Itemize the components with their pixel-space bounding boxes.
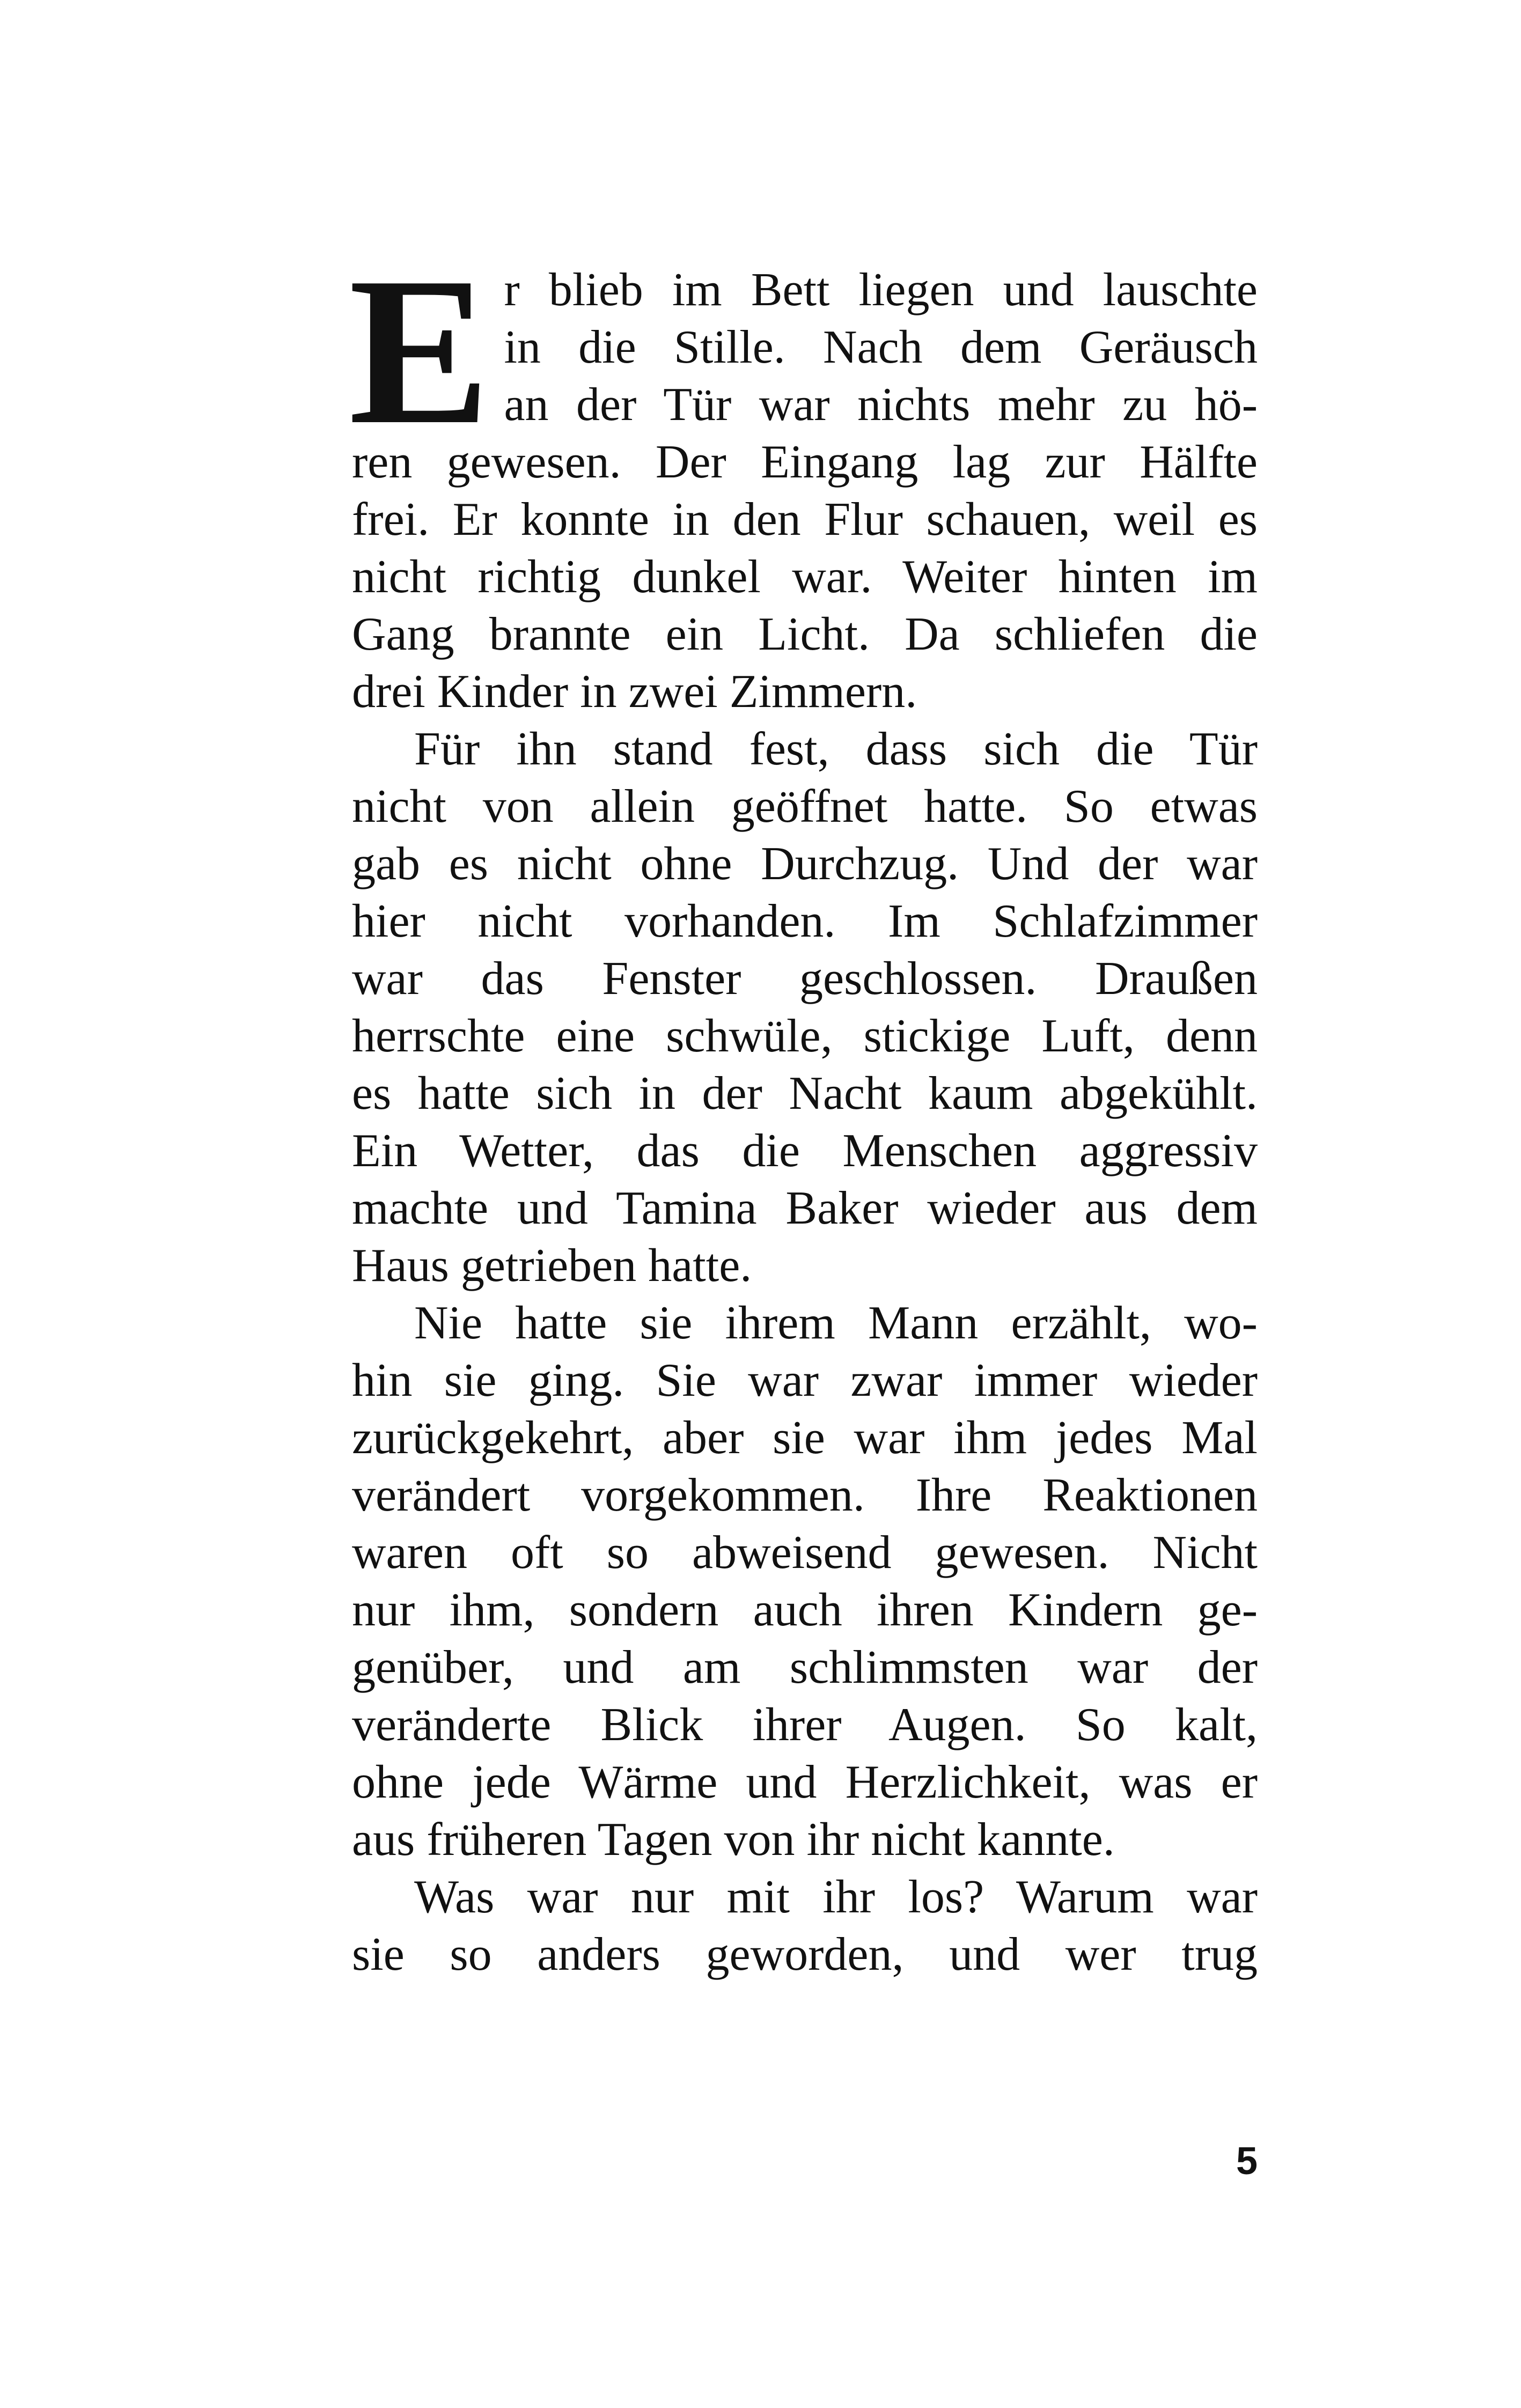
text-line: hin sie ging. Sie war zwar immer wieder — [352, 1354, 1258, 1406]
text-line: nur ihm, sondern auch ihren Kindern ge- — [352, 1584, 1258, 1636]
page-number: 5 — [1236, 2140, 1258, 2183]
text-line: sie so anders geworden, und wer trug — [352, 1928, 1258, 1980]
text-line: Was war nur mit ihr los? Warum war — [414, 1871, 1258, 1923]
text-line: genüber, und am schlimmsten war der — [352, 1641, 1258, 1693]
text-line: herrschte eine schwüle, stickige Luft, denn — [352, 1010, 1258, 1062]
text-line: hier nicht vorhanden. Im Schlafzimmer — [352, 895, 1258, 947]
text-line: Nie hatte sie ihrem Mann erzählt, wo- — [414, 1297, 1258, 1349]
text-line: r blieb im Bett liegen und lauschte — [504, 264, 1258, 316]
text-line: Ein Wetter, das die Menschen aggressiv — [352, 1125, 1258, 1177]
paragraph-4 — [352, 1868, 1258, 1983]
text-line: in die Stille. Nach dem Geräusch — [504, 321, 1258, 373]
text-line: nicht richtig dunkel war. Weiter hinten im — [352, 551, 1258, 603]
text-line: aus früheren Tagen von ihr nicht kannte. — [352, 1814, 1115, 1866]
text-line: waren oft so abweisend gewesen. Nicht — [352, 1527, 1258, 1579]
text-line: nicht von allein geöffnet hatte. So etwas — [352, 780, 1258, 833]
text-line: gab es nicht ohne Durchzug. Und der war — [352, 838, 1258, 890]
text-line: machte und Tamina Baker wieder aus dem — [352, 1182, 1258, 1234]
paragraph-1 — [349, 234, 1258, 720]
text-line: an der Tür war nichts mehr zu hö- — [504, 379, 1258, 431]
paragraph-2 — [352, 720, 1258, 1294]
text-line: es hatte sich in der Nacht kaum abgekühlt. — [352, 1067, 1258, 1120]
text-line: frei. Er konnte in den Flur schauen, weil es — [352, 494, 1258, 546]
text-line: ren gewesen. Der Eingang lag zur Hälfte — [352, 436, 1258, 488]
drop-cap: E — [349, 234, 490, 468]
text-line: verändert vorgekommen. Ihre Reaktionen — [352, 1469, 1258, 1521]
text-line: Haus getrieben hatte. — [352, 1240, 752, 1292]
text-line: Für ihn stand fest, dass sich die Tür — [414, 723, 1258, 775]
text-line: Gang brannte ein Licht. Da schliefen die — [352, 608, 1258, 660]
paragraph-3 — [352, 1294, 1258, 1868]
text-line: veränderte Blick ihrer Augen. So kalt, — [352, 1699, 1258, 1751]
body-text — [349, 234, 1258, 1983]
text-line: zurückgekehrt, aber sie war ihm jedes Mal — [352, 1412, 1258, 1464]
text-line: ohne jede Wärme und Herzlichkeit, was er — [352, 1756, 1258, 1808]
text-line: war das Fenster geschlossen. Draußen — [352, 953, 1258, 1005]
text-line: drei Kinder in zwei Zimmern. — [352, 666, 917, 718]
